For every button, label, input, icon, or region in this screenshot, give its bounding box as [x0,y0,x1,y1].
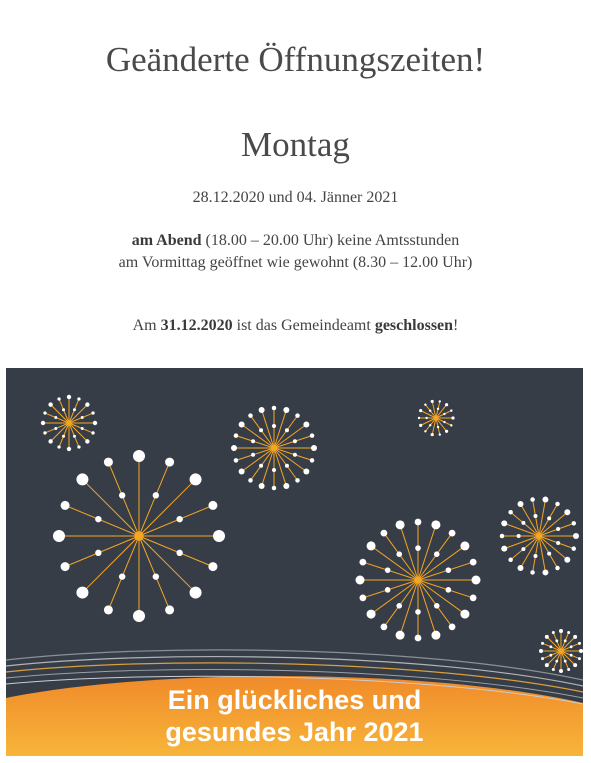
firework-burst [539,629,583,673]
firework-burst [41,395,97,451]
closed-prefix: Am [132,317,161,334]
closed-middle: ist das Gemeindeamt [232,317,375,334]
firework-burst [53,450,225,622]
firework-burst [500,497,579,576]
greeting-text [6,684,583,748]
closed-date: 31.12.2020 [160,317,233,334]
firework-burst [231,406,317,491]
closed-line [0,316,591,336]
notice-day: Montag [241,125,350,164]
greeting-line-1: Ein glückliches und [167,685,422,715]
new-year-banner [6,368,583,756]
firework-burst [418,400,455,436]
notice-title: Geänderte Öffnungszeiten! [105,40,486,79]
evening-label: am Abend [131,232,202,249]
closed-word: geschlossen [374,317,454,334]
firework-burst [356,519,481,642]
evening-hours: (18.00 – 20.00 Uhr) keine Amtsstunden [201,232,460,249]
notice-dates: 28.12.2020 und 04. Jänner 2021 [192,189,399,206]
closed-suffix: ! [453,317,459,334]
greeting-line-2: gesundes Jahr 2021 [165,717,424,747]
morning-line: am Vormittag geöffnet wie gewohnt (8.30 – 12.00 Uhr) [118,254,473,271]
evening-line [0,231,591,251]
